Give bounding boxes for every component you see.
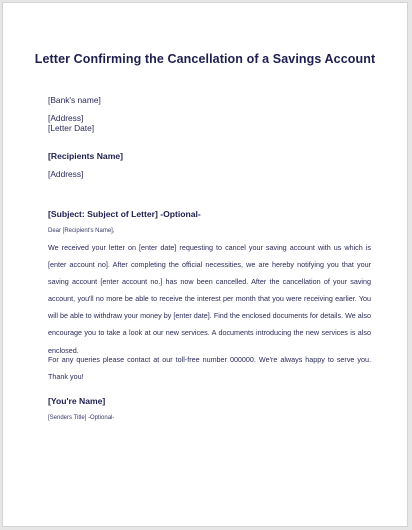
salutation: Dear [Recipient's Name],: [48, 228, 115, 234]
recipients-name: [Recipients Name]: [48, 151, 123, 161]
sender-title: [Senders Title] -Optional-: [48, 415, 115, 421]
body-paragraph-1: We received your letter on [enter date] requesting to cancel your saving account with us which is [enter account no]. After completing the official necessities, we are hereby notifying you that your saving account [enter account no.] has now been cancelled. After the cancellation of your saving account, you'll no more be able to receive the interest per month that you were receiving earlier. You will be able to withdraw your money by [enter date]. Find the enclosed documents for details. We also encourage you to take a look at our new services. A documents introducing the new services is also enclosed.: [48, 243, 371, 355]
sender-name: [You're Name]: [48, 396, 106, 406]
subject-line: [Subject: Subject of Letter] -Optional-: [48, 209, 201, 219]
bank-address: [Address]: [48, 113, 84, 123]
body-paragraph-2: For any queries please contact at our toll-free number 000000. We're always happy to serve you. Thank you!: [48, 355, 371, 382]
recipient-address: [Address]: [48, 169, 84, 179]
letter-date: [Letter Date]: [48, 123, 95, 133]
letter-page: [2, 2, 408, 527]
letter-title: Letter Confirming the Cancellation of a Savings Account: [34, 52, 376, 66]
bank-name: [Bank's name]: [48, 95, 101, 105]
